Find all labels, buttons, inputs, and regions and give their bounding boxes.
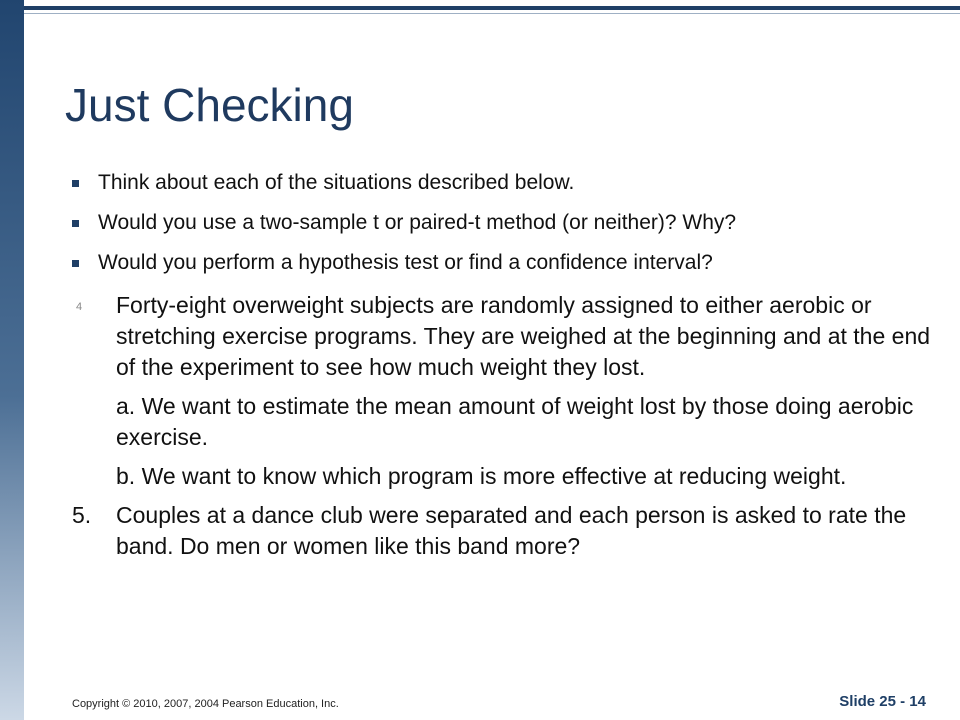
bullet-square-icon	[72, 180, 79, 187]
numbered-item-5	[72, 500, 932, 562]
bullet-square-icon	[72, 220, 79, 227]
bullet-item	[72, 170, 932, 196]
item-text: Couples at a dance club were separated and each person is asked to rate the band. Do men or women like this band more?	[116, 502, 907, 559]
item-text: Forty-eight overweight subjects are randomly assigned to either aerobic or stretching exercise programs. They are weighed at the beginning and at the end of the experiment to see how much weight they lost.	[116, 292, 931, 380]
top-rule-thin	[24, 13, 960, 14]
slide-content	[72, 170, 932, 570]
item-number: 4	[76, 301, 83, 313]
top-rule	[24, 6, 960, 10]
copyright-text: Copyright © 2010, 2007, 2004 Pearson Education, Inc.	[72, 698, 339, 710]
slide-number: Slide 25 - 14	[839, 693, 926, 710]
bullet-item	[72, 250, 932, 276]
bullet-text: Think about each of the situations described below.	[98, 171, 575, 194]
item-number: 5.	[72, 502, 92, 528]
left-decorative-bar	[0, 0, 24, 720]
bullet-text: Would you perform a hypothesis test or find a confidence interval?	[98, 251, 713, 274]
sub-item-b: b. We want to know which program is more effective at reducing weight.	[116, 463, 847, 489]
sub-item-a: a. We want to estimate the mean amount of weight lost by those doing aerobic exercise.	[116, 393, 914, 450]
bullet-item	[72, 210, 932, 236]
bullet-text: Would you use a two-sample t or paired-t method (or neither)? Why?	[98, 211, 737, 234]
numbered-item-4	[72, 290, 932, 383]
bullet-square-icon	[72, 260, 79, 267]
slide-title: Just Checking	[65, 79, 354, 131]
